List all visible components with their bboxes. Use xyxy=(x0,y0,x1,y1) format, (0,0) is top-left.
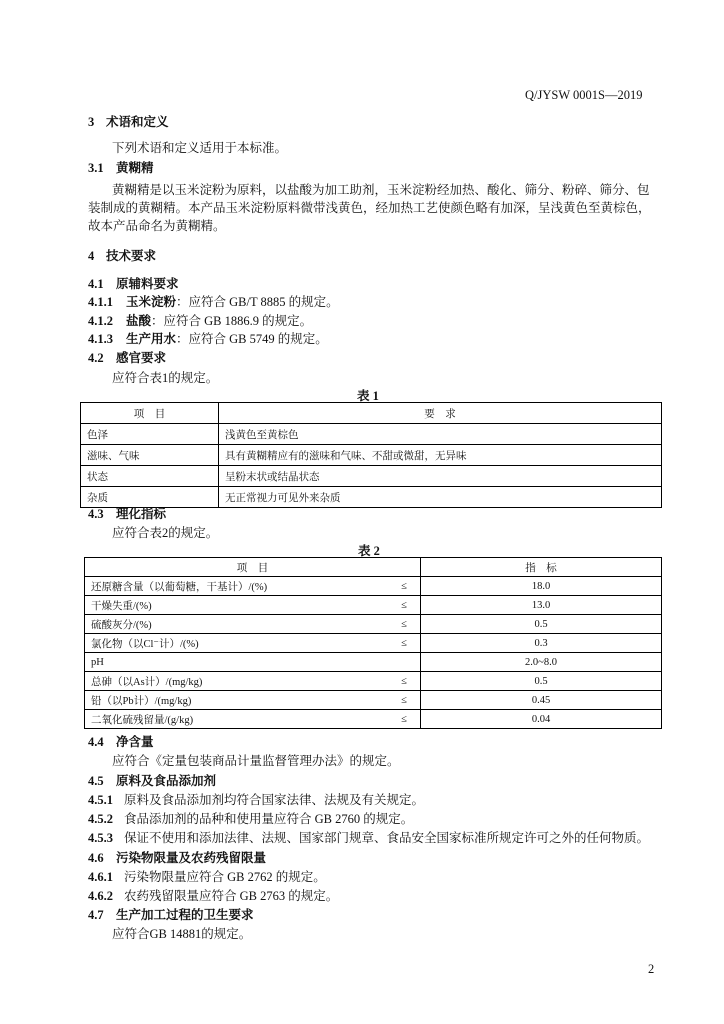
cell-operator: ≤ xyxy=(388,672,421,691)
cell-item: pH xyxy=(85,653,389,672)
section-3-heading xyxy=(88,112,169,130)
section-4-1-heading xyxy=(88,274,179,292)
paragraph: 应符合表2的规定。 xyxy=(112,526,219,540)
clause-text: 食品添加剂的品种和使用量应符合 GB 2760 的规定。 xyxy=(124,812,414,826)
cell-item: 状态 xyxy=(81,466,219,487)
table-row xyxy=(81,466,662,487)
clause-4-5-1 xyxy=(88,790,424,808)
clause-number: 4.1.2 xyxy=(88,314,113,328)
section-title: 理化指标 xyxy=(116,507,167,521)
table-row xyxy=(81,445,662,466)
section-title: 原辅料要求 xyxy=(116,277,179,291)
table-row xyxy=(85,672,662,691)
cell-value: 13.0 xyxy=(421,596,662,615)
cell-value: 0.04 xyxy=(421,710,662,729)
table-header-row xyxy=(85,558,662,577)
cell-item: 氯化物（以Cl⁻计）/(%) xyxy=(85,634,389,653)
section-number: 4.3 xyxy=(88,507,104,521)
table-row xyxy=(85,653,662,672)
cell-item: 铅（以Pb计）/(mg/kg) xyxy=(85,691,389,710)
section-4-2-heading xyxy=(88,348,166,366)
paragraph: 应符合《定量包装商品计量监督管理办法》的规定。 xyxy=(112,754,400,768)
sensory-requirements-table xyxy=(80,402,662,508)
section-number: 4.4 xyxy=(88,735,104,749)
cell-value: 0.3 xyxy=(421,634,662,653)
section-title: 术语和定义 xyxy=(106,115,169,129)
section-number: 4.5 xyxy=(88,774,104,788)
cell-item: 硫酸灰分/(%) xyxy=(85,615,389,634)
definition-line: 装制成的黄糊精。本产品玉米淀粉原料微带浅黄色，经加热工艺使颜色略有加深，呈浅黄色至黄棕色， xyxy=(88,201,651,215)
section-4-6-heading xyxy=(88,848,266,866)
cell-value: 2.0~8.0 xyxy=(421,653,662,672)
table-row xyxy=(85,615,662,634)
section-4-7-heading xyxy=(88,905,254,923)
section-number: 3 xyxy=(88,115,95,129)
cell-item: 杂质 xyxy=(81,487,219,508)
clause-number: 4.5.2 xyxy=(88,812,113,826)
document-code: Q/JYSW 0001S—2019 xyxy=(525,88,643,102)
table-row xyxy=(81,487,662,508)
physicochemical-indicators-table xyxy=(84,557,662,729)
cell-value: 0.45 xyxy=(421,691,662,710)
section-4-heading xyxy=(88,246,156,264)
section-title: 生产加工过程的卫生要求 xyxy=(116,908,254,922)
section-number: 4.7 xyxy=(88,908,104,922)
cell-item: 还原糖含量（以葡萄糖，干基计）/(%) xyxy=(85,577,389,596)
section-4-4-heading xyxy=(88,732,154,750)
cell-item: 总砷（以As计）/(mg/kg) xyxy=(85,672,389,691)
clause-text: 农药残留限量应符合 GB 2763 的规定。 xyxy=(124,889,339,903)
section-number: 3.1 xyxy=(88,161,104,175)
cell-operator xyxy=(388,653,421,672)
cell-operator: ≤ xyxy=(388,615,421,634)
cell-item: 滋味、气味 xyxy=(81,445,219,466)
clause-text: 原料及食品添加剂均符合国家法律、法规及有关规定。 xyxy=(124,793,425,807)
clause-term: 玉米淀粉 xyxy=(126,295,177,309)
page-number: 2 xyxy=(648,962,655,976)
table-row xyxy=(85,691,662,710)
clause-4-1-2 xyxy=(88,311,312,329)
section-4-5-heading xyxy=(88,771,216,789)
clause-text: ：应符合 GB/T 8885 的规定。 xyxy=(176,295,339,309)
clause-number: 4.6.1 xyxy=(88,870,113,884)
cell-value: 18.0 xyxy=(421,577,662,596)
cell-operator: ≤ xyxy=(388,710,421,729)
clause-number: 4.5.3 xyxy=(88,831,113,845)
section-title: 感官要求 xyxy=(116,351,167,365)
section-title: 污染物限量及农药残留限量 xyxy=(116,851,267,865)
paragraph: 应符合GB 14881的规定。 xyxy=(112,927,252,941)
cell-value: 0.5 xyxy=(421,672,662,691)
section-number: 4.2 xyxy=(88,351,104,365)
column-header-item: 项 目 xyxy=(81,403,219,424)
clause-4-1-1 xyxy=(88,292,339,310)
cell-value: 0.5 xyxy=(421,615,662,634)
clause-number: 4.5.1 xyxy=(88,793,113,807)
cell-item: 色泽 xyxy=(81,424,219,445)
clause-text: ：应符合 GB 5749 的规定。 xyxy=(176,332,328,346)
cell-requirement: 无正常视力可见外来杂质 xyxy=(219,487,662,508)
cell-operator: ≤ xyxy=(388,691,421,710)
column-header-requirement: 要 求 xyxy=(219,403,662,424)
clause-number: 4.1.3 xyxy=(88,332,113,346)
paragraph: 应符合表1的规定。 xyxy=(112,371,219,385)
cell-operator: ≤ xyxy=(388,596,421,615)
clause-4-5-2 xyxy=(88,809,413,827)
table-row xyxy=(85,596,662,615)
clause-text: 污染物限量应符合 GB 2762 的规定。 xyxy=(124,870,326,884)
table-header-row xyxy=(81,403,662,424)
clause-term: 生产用水 xyxy=(126,332,177,346)
definition-line: 黄糊精是以玉米淀粉为原料，以盐酸为加工助剂，玉米淀粉经加热、酸化、筛分、粉碎、筛分、包 xyxy=(112,183,650,197)
section-title: 原料及食品添加剂 xyxy=(116,774,217,788)
clause-text: 保证不使用和添加法律、法规、国家部门规章、食品安全国家标准所规定许可之外的任何物质。 xyxy=(124,831,650,845)
cell-operator: ≤ xyxy=(388,634,421,653)
cell-requirement: 具有黄糊精应有的滋味和气味、不甜或微甜，无异味 xyxy=(219,445,662,466)
clause-4-6-1 xyxy=(88,867,326,885)
cell-requirement: 浅黄色至黄棕色 xyxy=(219,424,662,445)
clause-text: ：应符合 GB 1886.9 的规定。 xyxy=(151,314,313,328)
cell-item: 干燥失重/(%) xyxy=(85,596,389,615)
clause-4-5-3 xyxy=(88,828,649,846)
definition-line: 故本产品命名为黄糊精。 xyxy=(88,219,226,233)
section-number: 4.6 xyxy=(88,851,104,865)
clause-4-6-2 xyxy=(88,886,338,904)
paragraph: 下列术语和定义适用于本标准。 xyxy=(112,141,288,155)
section-title: 技术要求 xyxy=(106,249,157,263)
section-title: 黄糊精 xyxy=(116,161,154,175)
table-1-caption: 表 1 xyxy=(357,389,379,403)
cell-operator: ≤ xyxy=(388,577,421,596)
clause-number: 4.1.1 xyxy=(88,295,113,309)
clause-4-1-3 xyxy=(88,329,328,347)
section-3-1-heading xyxy=(88,158,154,176)
cell-item: 二氧化硫残留量/(g/kg) xyxy=(85,710,389,729)
section-4-3-heading xyxy=(88,504,166,522)
table-2-caption: 表 2 xyxy=(358,544,380,558)
section-title: 净含量 xyxy=(116,735,154,749)
column-header-value: 指 标 xyxy=(421,558,662,577)
section-number: 4.1 xyxy=(88,277,104,291)
table-row xyxy=(81,424,662,445)
table-row xyxy=(85,634,662,653)
table-row xyxy=(85,577,662,596)
cell-requirement: 呈粉末状或结晶状态 xyxy=(219,466,662,487)
table-row xyxy=(85,710,662,729)
clause-term: 盐酸 xyxy=(126,314,152,328)
clause-number: 4.6.2 xyxy=(88,889,113,903)
section-number: 4 xyxy=(88,249,95,263)
column-header-item: 项 目 xyxy=(85,558,421,577)
